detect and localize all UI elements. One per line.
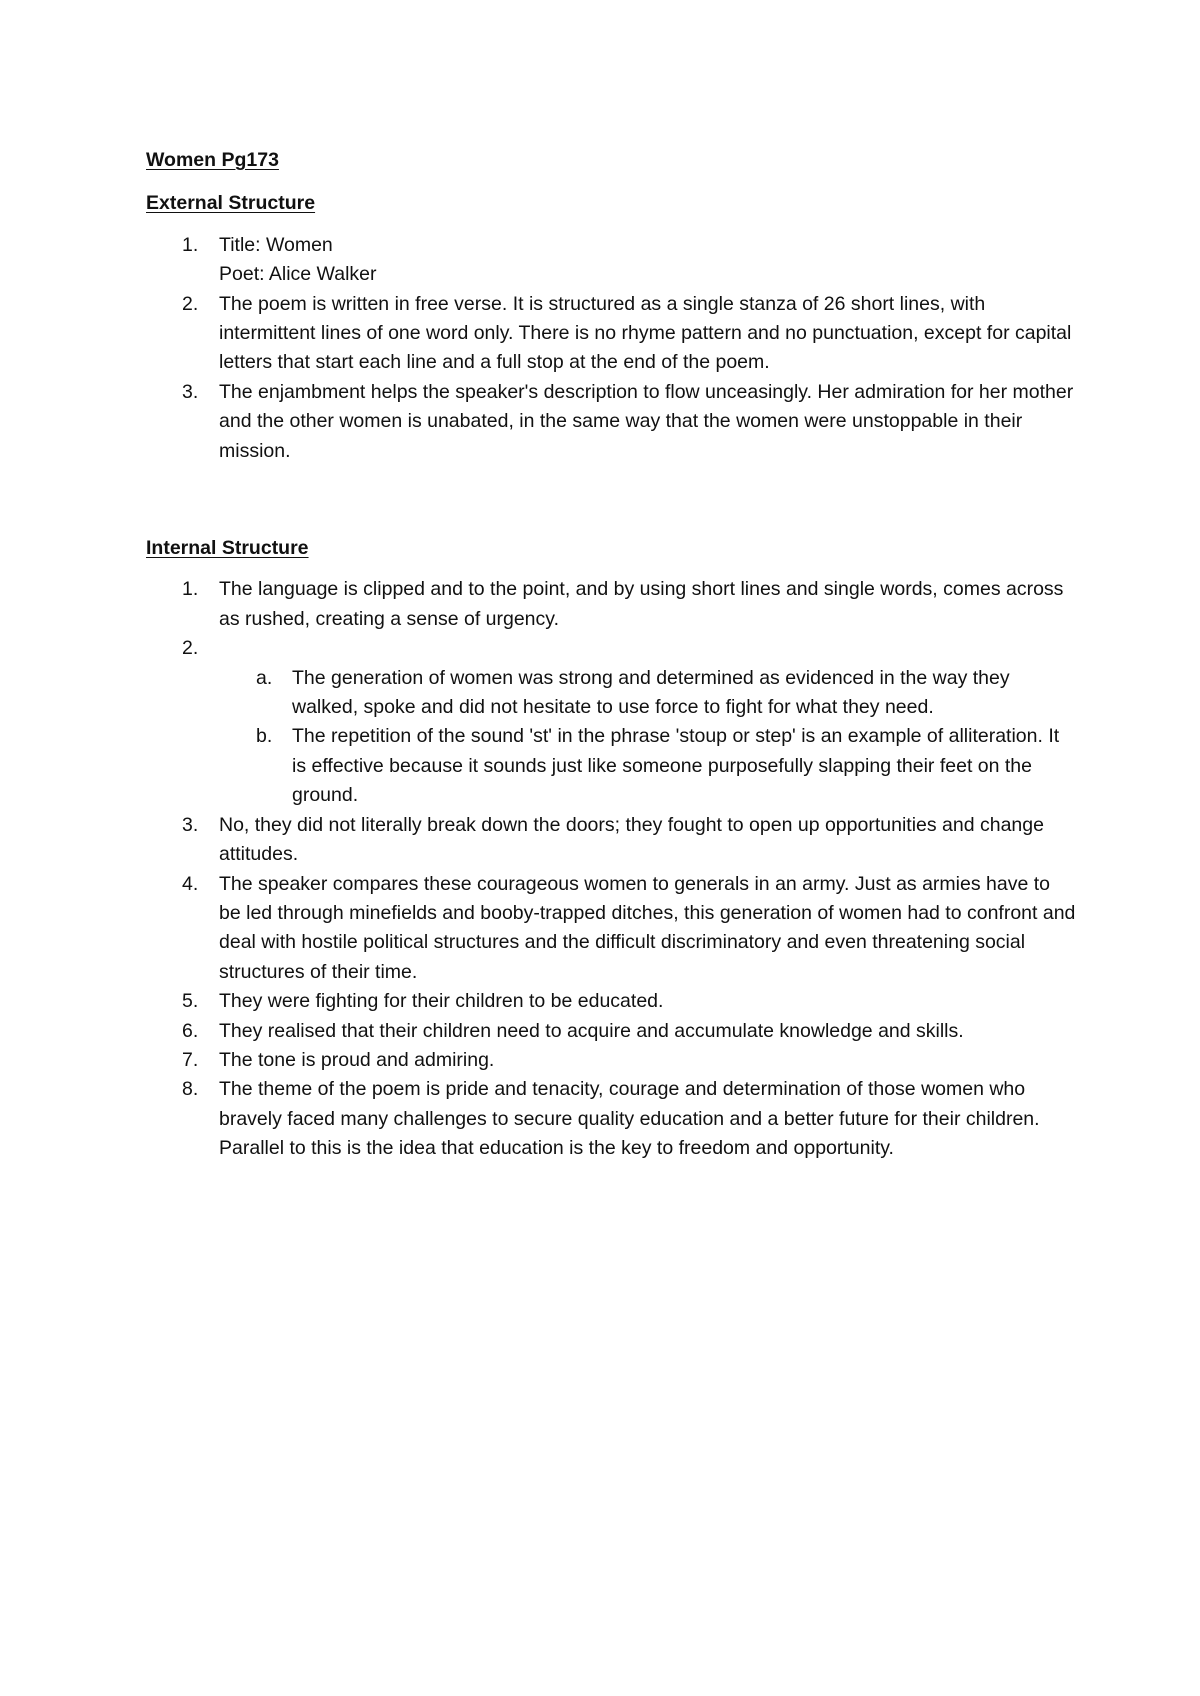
list-number: 2. [182, 637, 199, 660]
list-item [146, 987, 1076, 1016]
list-item [146, 870, 1076, 988]
external-structure-heading: External Structure [146, 192, 316, 215]
list-number: 2. [182, 292, 199, 315]
external-structure-list [146, 231, 1076, 466]
empty-line [219, 634, 1076, 663]
list-number: 4. [182, 872, 199, 895]
list-item-text: They realised that their children need to acquire and accumulate knowledge and skills. [219, 1019, 964, 1042]
list-item [146, 378, 1076, 466]
list-item-text: The tone is proud and admiring. [219, 1048, 495, 1071]
list-number: 3. [182, 813, 199, 836]
list-item-text: They were fighting for their children to be educated. [219, 990, 664, 1013]
list-item-text: The theme of the poem is pride and tenacity, courage and determination of those women who bravely faced many challenges to secure quality education and a better future for their children. Parallel to this is the idea that education is the key to freedom and opportunity. [219, 1078, 1040, 1160]
document-page [146, 146, 1076, 1164]
list-item [146, 1017, 1076, 1046]
list-item-text: No, they did not literally break down the doors; they fought to open up opportunities and change attitudes. [219, 813, 1044, 866]
list-item-text: The language is clipped and to the point, and by using short lines and single words, comes across as rushed, creating a sense of urgency. [219, 578, 1064, 630]
list-number: 6. [182, 1019, 199, 1042]
list-item-text: The speaker compares these courageous women to generals in an army. Just as armies have to be led through minefields and booby-trapped ditches, this generation of women had to confront and deal with hostile political structures and the difficult discriminatory and even threatening social structures of their time. [219, 872, 1076, 983]
list-item [146, 634, 1076, 810]
sub-list-item [219, 722, 1076, 810]
list-item [146, 1046, 1076, 1075]
internal-structure-list [146, 575, 1076, 1163]
list-number: 5. [182, 990, 199, 1013]
document-title: Women Pg173 [146, 149, 279, 171]
sub-list-item-text: The repetition of the sound 'st' in the phrase 'stoup or step' is an example of alliteration. It is effective because it sounds just like someone purposefully slapping their feet on the ground. [292, 725, 1060, 807]
sub-list-item-text: The generation of women was strong and determined as evidenced in the way they walked, spoke and did not hesitate to use force to fight for what they need. [292, 666, 1010, 719]
sub-list [219, 664, 1076, 811]
list-item-text: The enjambment helps the speaker's description to flow unceasingly. Her admiration for her mother and the other women is unabated, in the same way that the women were unstoppable in their mission. [219, 380, 1074, 462]
internal-structure-heading: Internal Structure [146, 537, 309, 560]
list-number: 1. [182, 233, 199, 256]
list-number: 1. [182, 578, 199, 601]
list-number: 8. [182, 1078, 199, 1101]
list-item [146, 811, 1076, 870]
list-item [146, 575, 1076, 634]
list-number: 3. [182, 380, 199, 403]
list-item [146, 231, 1076, 290]
title-line: Title: Women [219, 233, 333, 256]
list-number: 7. [182, 1048, 199, 1071]
sub-list-item [219, 664, 1076, 723]
list-item [146, 290, 1076, 378]
list-item [146, 1075, 1076, 1163]
poet-line: Poet: Alice Walker [219, 263, 377, 286]
sub-list-letter: a. [256, 666, 273, 689]
list-item-text: The poem is written in free verse. It is structured as a single stanza of 26 short lines, with intermittent lines of one word only. There is no rhyme pattern and no punctuation, except for capital letters that start each line and a full stop at the end of the poem. [219, 292, 1072, 374]
sub-list-letter: b. [256, 725, 273, 748]
